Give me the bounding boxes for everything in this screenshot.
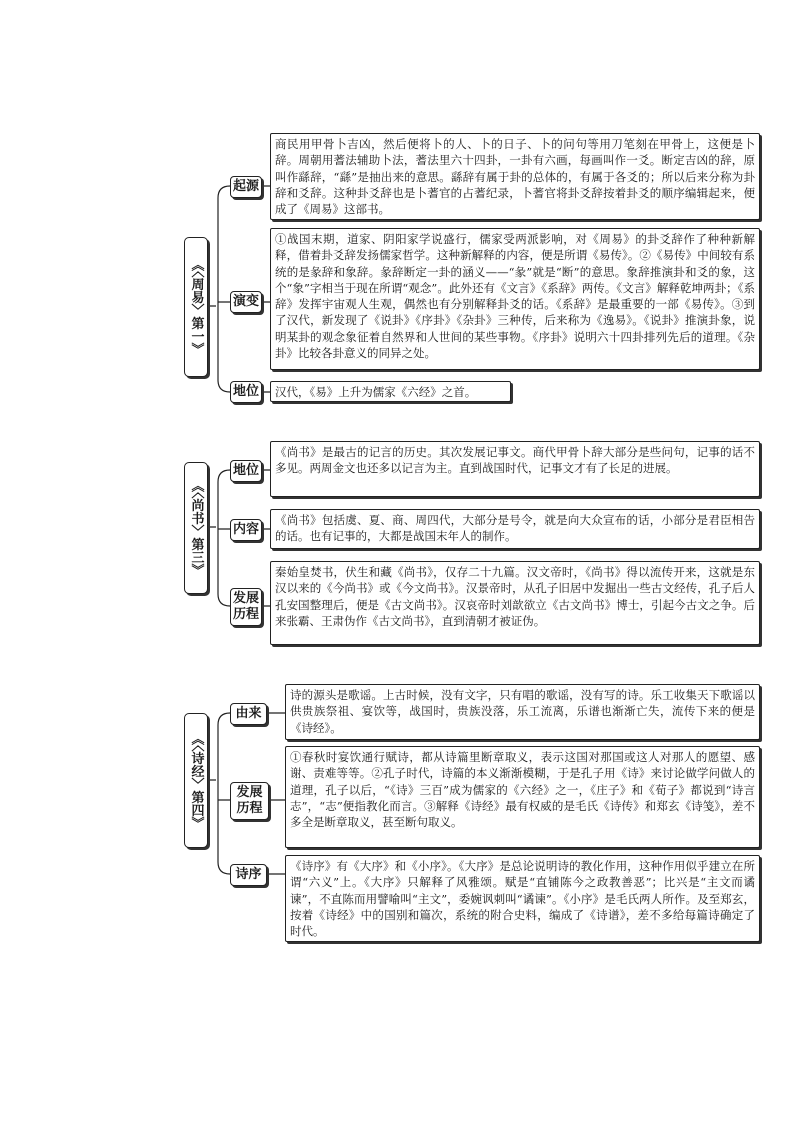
branch-text-origin: 商民用甲骨卜吉凶，然后便将卜的人、卜的日子、卜的问句等用刀笔刻在甲骨上，这便是卜辞。周朝用蓍法辅助卜法，蓍法里六十四卦，一卦有六画，每画叫作一爻。断定吉凶的辞，原叫作繇辞，“繇”是抽出来的意思。繇辞有属于卦的总体的，有属于各爻的；所以后来分称为卦辞和爻辞。这种卦爻辞也是卜蓍官的占蓍纪录，卜蓍官将卦爻辞按着卦爻的顺序编辑起来，便成了《周易》这部书。 xyxy=(270,133,760,220)
section-title: 《〈周易〉第一》 xyxy=(184,237,208,377)
branch-label-status: 地位 xyxy=(230,381,262,403)
branch-text-origin: 诗的源头是歌谣。上古时候，没有文字，只有唱的歌谣，没有写的诗。乐工收集天下歌谣以供贵族祭祖、宴饮等，战国时，贵族没落，乐工流离，乐谱也渐渐亡失，流传下来的便是《诗经》。 xyxy=(285,684,760,740)
branch-text-evolution: ①战国末期，道家、阴阳家学说盛行，儒家受两派影响，对《周易》的卦爻辞作了种种新解释，借着卦爻辞发扬儒家哲学。这种新解释的内容，便是所谓《易传》。②《易传》中间较有系统的是彖辞和象辞。彖辞断定一卦的涵义——“彖”就是“断”的意思。象辞推演卦和爻的象，这个“象”字相当于现在所谓“观念”。此外还有《文言》《系辞》两传。《文言》解释乾坤两卦；《系辞》发挥宇宙观人生观，偶然也有分别解释卦爻的话。《系辞》是最重要的一部《易传》。③到了汉代，新发现了《说卦》《序卦》《杂卦》三种传，后来称为《逸易》。《说卦》推演卦象，说明某卦的观念象征着自然界和人世间的某些事物。《序卦》说明六十四卦排列先后的道理。《杂卦》比较各卦意义的同异之处。 xyxy=(270,228,760,370)
branch-text-content: 《尚书》包括虞、夏、商、周四代，大部分是号令，就是向大众宣布的话，小部分是君臣相告的话。也有记事的，大都是战国末年人的制作。 xyxy=(270,509,760,549)
branch-text-status: 汉代，《易》上升为儒家《六经》之首。 xyxy=(270,381,511,402)
branch-text-status: 《尚书》是最古的记言的历史。其次发展记事文。商代甲骨卜辞大部分是些问句，记事的话不多见。两周金文也还多以记言为主。直到战国时代，记事文才有了长足的进展。 xyxy=(270,441,760,497)
connector-shangshu xyxy=(208,470,230,606)
branch-label-status: 地位 xyxy=(230,460,262,482)
branch-label-development: 发展 历程 xyxy=(230,782,269,820)
section-title: 《〈尚书〉第三》 xyxy=(184,462,208,594)
branch-label-development: 发展 历程 xyxy=(230,588,262,626)
branch-text-development: 秦始皇焚书，伏生和藏《尚书》，仅存二十九篇。汉文帝时，《尚书》得以流传开来，这就是东汉以来的《今尚书》或《今文尚书》。汉景帝时，从孔子旧居中发掘出一些古文经传，孔子后人孔安国整理后，便是《古文尚书》。汉哀帝时刘歆欲立《古文尚书》博士，引起今古文之争。后来张霸、王肃伪作《古文尚书》，直到清朝才被证伪。 xyxy=(270,561,760,645)
branch-label-preface: 诗序 xyxy=(230,864,267,886)
branch-label-origin: 由来 xyxy=(230,703,267,725)
section-title: 《〈诗经〉第四》 xyxy=(184,713,208,848)
connector-shijing xyxy=(208,713,230,874)
branch-label-evolution: 演变 xyxy=(230,291,262,313)
connector-zhouyi-links xyxy=(260,186,270,392)
branch-label-origin: 起源 xyxy=(230,176,262,198)
branch-label-content: 内容 xyxy=(230,519,262,541)
branch-text-development: ①春秋时宴饮通行赋诗，都从诗篇里断章取义，表示这国对那国或这人对那人的愿望、感谢、责难等等。②孔子时代，诗篇的本义渐渐模糊，于是孔子用《诗》来讨论做学问做人的道理，孔子以后，“《诗》三百”成为儒家的《六经》之一，《庄子》和《荀子》都说到“诗言志”，“志”便指教化而言。③解释《诗经》最有权威的是毛氏《诗传》和郑玄《诗笺》，差不多全是断章取义，甚至断句取义。 xyxy=(285,746,760,848)
connector-zhouyi xyxy=(208,186,230,392)
branch-text-preface: 《诗序》有《大序》和《小序》。《大序》是总论说明诗的教化作用，这种作用似乎建立在所谓“六义”上。《大序》只解释了风雅颂。赋是“直铺陈今之政教善恶”；比兴是“主文而谲谏”，不直陈而用譬喻叫“主文”，委婉讽刺叫“谲谏”。《小序》是毛氏两人所作。及至郑玄，按着《诗经》中的国别和篇次，系统的附合史料，编成了《诗谱》，差不多给每篇诗确定了时代。 xyxy=(285,855,760,942)
